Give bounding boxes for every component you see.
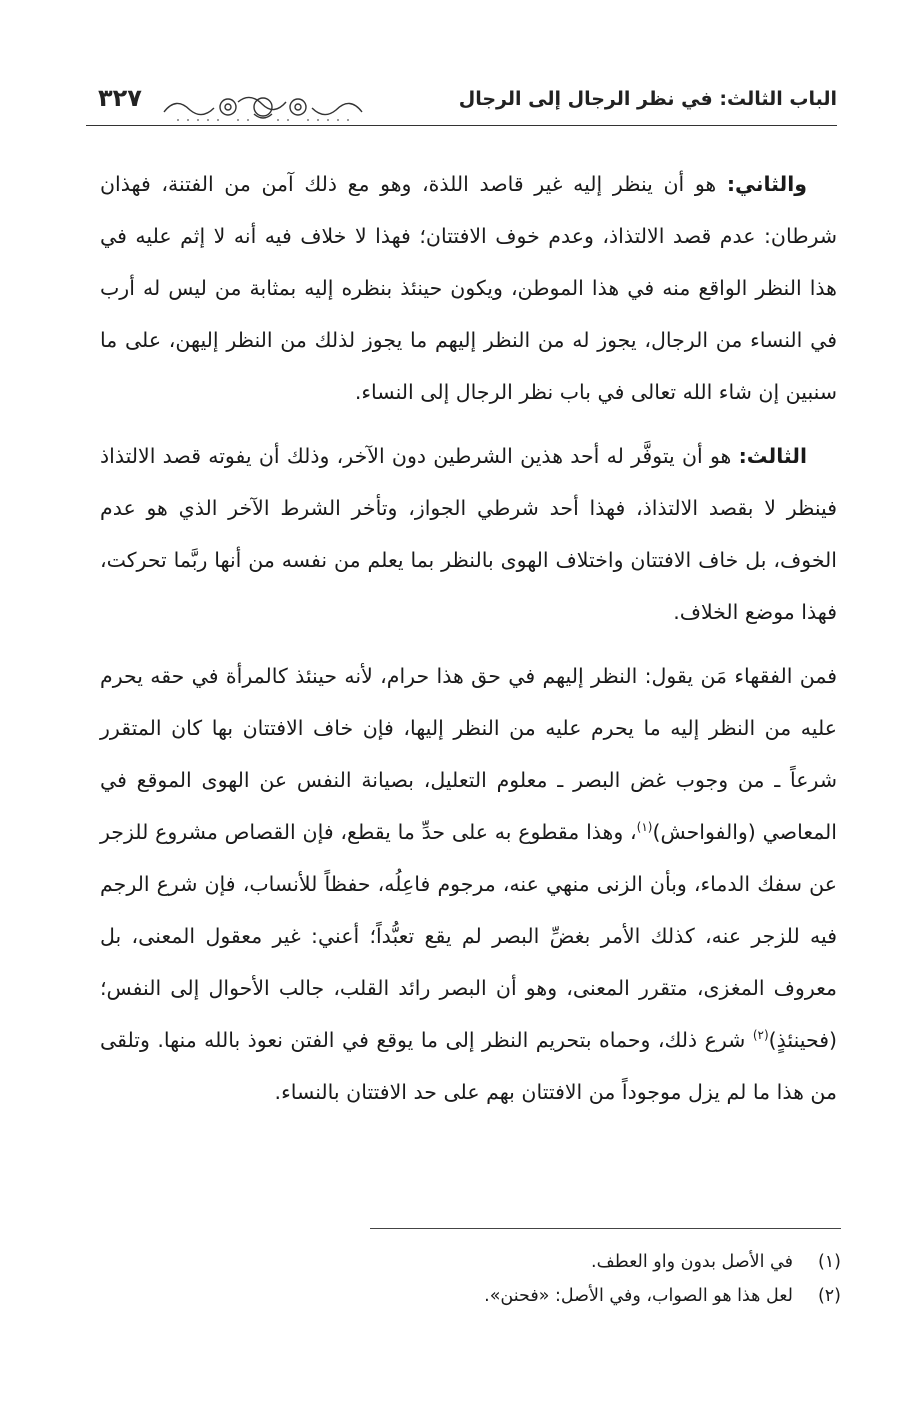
running-header: [86, 80, 837, 128]
page-number: ٣٢٧: [98, 84, 142, 112]
footnote-number: (١): [817, 1252, 841, 1272]
paragraph-text: هو أن ينظر إليه غير قاصد اللذة، وهو مع ذلك آمن من الفتنة، فهذان شرطان: عدم قصد الالتذاذ، وعدم خوف الافتتان؛ فهذا لا خلاف فيه أنه لا إثم عليه في هذا النظر الواقع منه في هذا الموطن، ويكون حينئذ بنظره إليه بمثابة من ليس له أرب في النساء من الرجال، يجوز له من النظر إليهم ما يجوز لذلك من النظر إليهن، على ما سنبين إن شاء الله تعالى في باب نظر الرجال إلى النساء.: [100, 172, 837, 404]
footnote-reference: (٢): [752, 1028, 769, 1043]
paragraph: [100, 430, 837, 638]
footnote-text: لعل هذا هو الصواب، وفي الأصل: «فحنن».: [484, 1286, 793, 1306]
footnote: [100, 1279, 841, 1313]
footnote: [100, 1245, 841, 1279]
main-text: [100, 158, 837, 1118]
footnotes: [100, 1245, 841, 1313]
paragraph-text: ، وهذا مقطوع به على حدِّ ما يقطع، فإن القصاص مشروع للزجر عن سفك الدماء، وبأن الزنى منهي عنه، مرجوم فاعِلُه، حفظاً للأنساب، فإن شرع الرجم فيه للزجر عنه، كذلك الأمر بغضِّ البصر لم يقع تعبُّداً؛ أعني: غير معقول المعنى، بل معروف المغزى، متقرر المعنى، وهو أن البصر رائد القلب، جالب الأحوال إلى النفس؛ (فحينئذٍ): [100, 820, 837, 1052]
header-rule: [86, 125, 837, 126]
paragraph-lead: والثاني:: [726, 172, 807, 196]
footnote-reference: (١): [636, 820, 653, 835]
footnote-number: (٢): [817, 1286, 841, 1306]
paragraph: [100, 158, 837, 418]
paragraph-text: هو أن يتوفَّر له أحد هذين الشرطين دون الآخر، وذلك أن يفوته قصد الالتذاذ فينظر لا بقصد الالتذاذ، فهذا أحد شرطي الجواز، وتأخر الشرط الآخر الذي هو عدم الخوف، بل خاف الافتتان واختلاف الهوى بالنظر بما يعلم من نفسه من أنها ربَّما تحركت، فهذا موضع الخلاف.: [100, 444, 837, 624]
ornament-icon: [158, 90, 368, 124]
chapter-title: الباب الثالث: في نظر الرجال إلى الرجال: [458, 88, 837, 110]
paragraph-text: شرع ذلك، وحماه بتحريم النظر إلى ما يوقع في الفتن نعوذ بالله منها. وتلقى من هذا ما لم يزل موجوداً من الافتتان بهم على حد الافتتان بالنساء.: [100, 1028, 837, 1104]
footnote-rule: [370, 1228, 841, 1229]
paragraph: [100, 650, 837, 1118]
paragraph-lead: الثالث:: [738, 444, 807, 468]
paragraph-text: فمن الفقهاء مَن يقول: النظر إليهم في حق هذا حرام، لأنه حينئذ كالمرأة في حقه يحرم عليه من النظر إليه ما يحرم عليه من النظر إليها، فإن خاف الافتتان بها كان المتقرر شرعاً ـ من وجوب غض البصر ـ معلوم التعليل، بصيانة النفس عن الهوى الموقع في المعاصي (والفواحش): [100, 664, 838, 844]
footnote-text: في الأصل بدون واو العطف.: [591, 1252, 793, 1272]
